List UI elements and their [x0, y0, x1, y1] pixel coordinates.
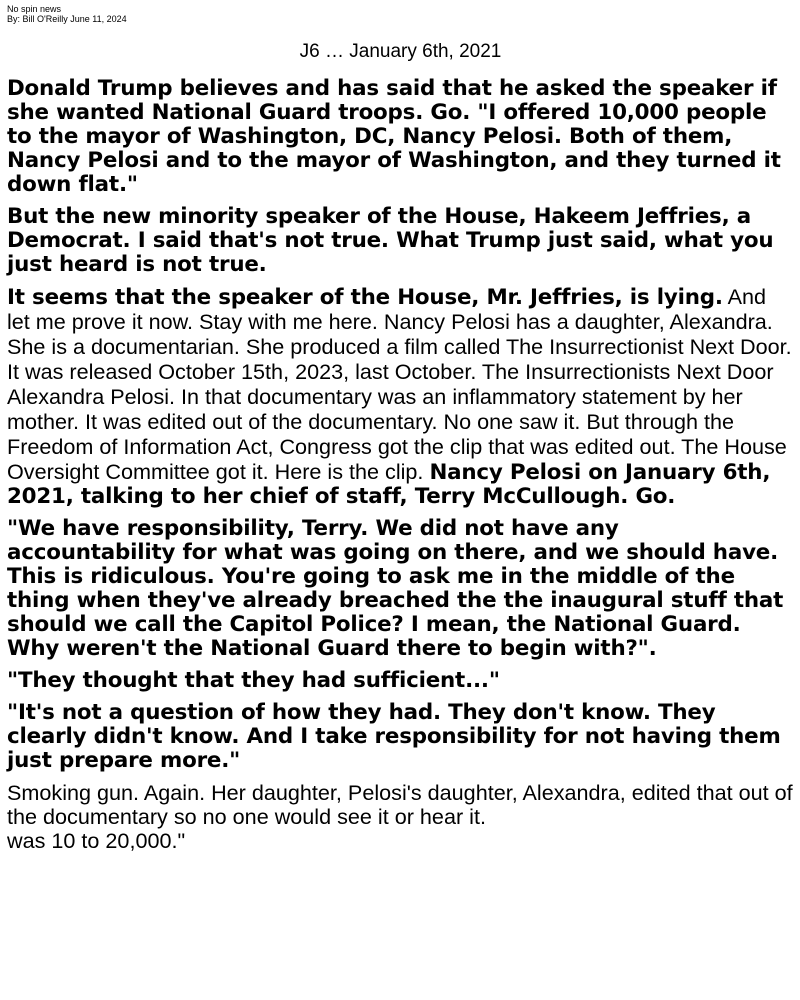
smoking-gun-trailing: was 10 to 20,000." — [7, 828, 186, 853]
paragraph-pelosi-quote: "We have responsibility, Terry. We did not have any accountability for what was going on there, and we should have. This is ridiculous. You're going to ask me in the middle of the thing when they've already breached the the inaugural stuff that should we call the Capitol Police? I mean, the National Guard. Why weren't the National Guard there to begin with?". — [7, 516, 784, 661]
byline: By: Bill O'Reilly June 11, 2024 — [7, 14, 127, 24]
proof-body: And let me prove it now. Stay with me here. Nancy Pelosi has a daughter, Alexandra. She is a documentarian. She produced a film called The Insurrectionist Next Door. It was released October 15th, 2023, last October. The Insurrectionists Next Door Alexandra Pelosi. In that documentary was an inflammatory statement by her mother. It was edited out of the documentary. No one saw it. But through the Freedom of Information Act, Congress got the clip that was edited out. The House Oversight Committee got it. Here is the clip. — [7, 284, 792, 484]
paragraph-jeffries-response: But the new minority speaker of the House, Hakeem Jeffries, a Democrat. I said that's not true. What Trump just said, what you just heard is not true. — [7, 204, 774, 277]
paragraph-staff-reply: "They thought that they had sufficient..." — [7, 668, 500, 693]
smoking-gun-text: Smoking gun. Again. Her daughter, Pelosi's daughter, Alexandra, edited that out of the documentary so no one would see it or hear it. — [7, 780, 793, 829]
source-label: No spin news — [7, 4, 62, 14]
paragraph-trump-claim: Donald Trump believes and has said that he asked the speaker if she wanted National Guard troops. Go. "I offered 10,000 people to the mayor of Washington, DC, Nancy Pelosi. Both of them, Nancy Pelosi and to the mayor of Washington, and they turned it down flat." — [7, 76, 781, 197]
paragraph-smoking-gun — [7, 781, 794, 853]
paragraph-pelosi-responsibility: "It's not a question of how they had. They don't know. They clearly didn't know. And I take responsibility for not having them just prepare more." — [7, 700, 781, 773]
proof-bold-intro: It seems that the speaker of the House, Mr. Jeffries, is lying. — [7, 285, 723, 310]
article-title: J6 … January 6th, 2021 — [299, 41, 502, 62]
paragraph-proof — [7, 285, 794, 509]
proof-bold-outro: Nancy Pelosi on January 6th, 2021, talking to her chief of staff, Terry McCullough. Go. — [7, 460, 771, 509]
